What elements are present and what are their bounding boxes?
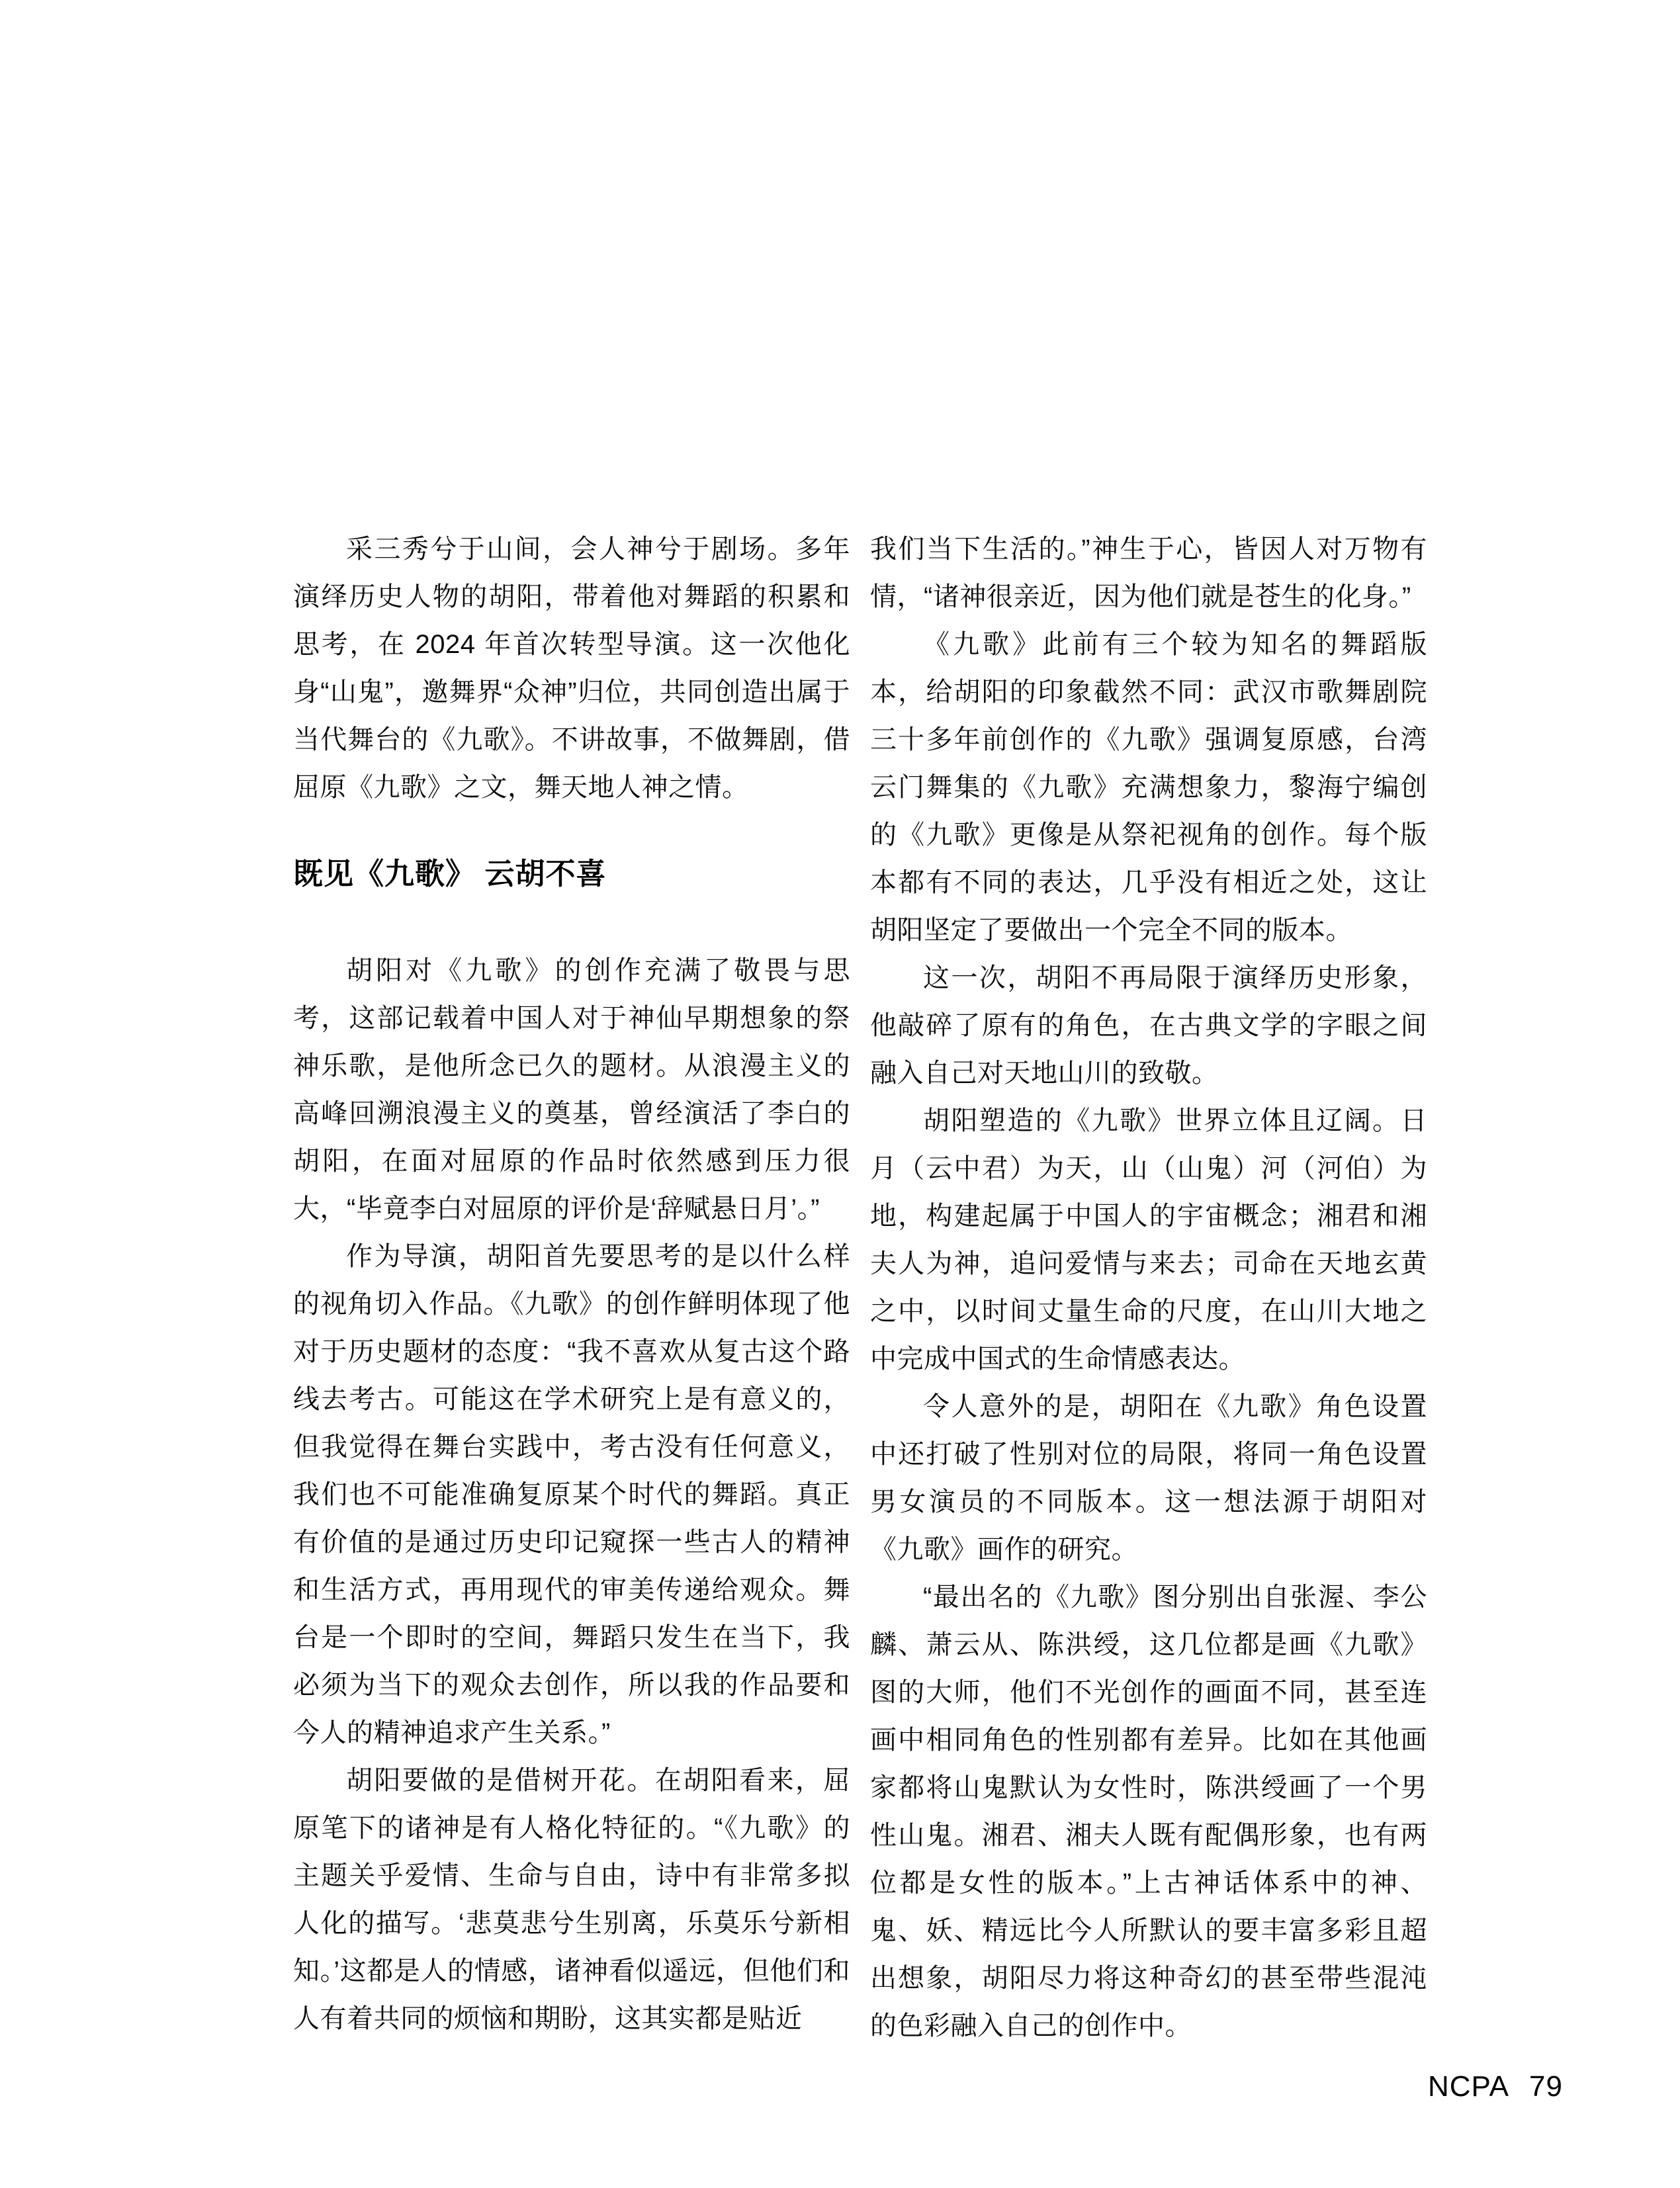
paragraph: 胡阳要做的是借树开花。在胡阳看来，屈原笔下的诸神是有人格化特征的。“《九歌》的主题关乎爱情、生命与自由，诗中有非常多拟人化的描写。‘悲莫悲兮生别离，乐莫乐兮新相知。’这都是人的情感，诸神看似遥远，但他们和人有着共同的烦恼和期盼，这其实都是贴近 [293, 1766, 850, 2033]
paragraph: 胡阳对《九歌》的创作充满了敬畏与思考，这部记载着中国人对于神仙早期想象的祭神乐歌，是他所念已久的题材。从浪漫主义的高峰回溯浪漫主义的奠基，曾经演活了李白的胡阳，在面对屈原的作品时依然感到压力很大，“毕竟李白对屈原的评价是‘辞赋悬日月’。” [293, 956, 850, 1223]
footer-brand: NCPA [1428, 2070, 1509, 2103]
page-footer [1428, 2071, 1563, 2103]
paragraph: 这一次，胡阳不再局限于演绎历史形象，他敲碎了原有的角色，在古典文学的字眼之间融入自己对天地山川的致敬。 [870, 963, 1427, 1088]
right-column-body [870, 525, 1427, 2050]
intro-paragraph: 采三秀兮于山间，会人神兮于剧场。多年演绎历史人物的胡阳，带着他对舞蹈的积累和思考，在 2024 年首次转型导演。这一次他化身“山鬼”，邀舞界“众神”归位，共同创造出属于当代舞台的《九歌》。不讲故事，不做舞剧，借屈原《九歌》之文，舞天地人神之情。 [293, 535, 850, 802]
footer-page-number: 79 [1528, 2070, 1563, 2103]
left-column-body [293, 947, 850, 2042]
paragraph: 令人意外的是，胡阳在《九歌》角色设置中还打破了性别对位的局限，将同一角色设置男女演员的不同版本。这一想法源于胡阳对《九歌》画作的研究。 [870, 1392, 1427, 1564]
paragraph: 胡阳塑造的《九歌》世界立体且辽阔。日月（云中君）为天，山（山鬼）河（河伯）为地，构建起属于中国人的宇宙概念；湘君和湘夫人为神，追问爱情与来去；司命在天地玄黄之中，以时间丈量生命的尺度，在山川大地之中完成中国式的生命情感表达。 [870, 1106, 1427, 1374]
paragraph: “最出名的《九歌》图分别出自张渥、李公麟、萧云从、陈洪绶，这几位都是画《九歌》图的大师，他们不光创作的画面不同，甚至连画中相同角色的性别都有差异。比如在其他画家都将山鬼默认为女性时，陈洪绶画了一个男性山鬼。湘君、湘夫人既有配偶形象，也有两位都是女性的版本。”上古神话体系中的神、鬼、妖、精远比今人所默认的要丰富多彩且超出想象，胡阳尽力将这种奇幻的甚至带些混沌的色彩融入自己的创作中。 [870, 1583, 1427, 2040]
section-heading: 既见《九歌》 云胡不喜 [293, 857, 607, 891]
left-column-intro [293, 525, 850, 811]
paragraph: 作为导演，胡阳首先要思考的是以什么样的视角切入作品。《九歌》的创作鲜明体现了他对于历史题材的态度：“我不喜欢从复古这个路线去考古。可能这在学术研究上是有意义的，但我觉得在舞台实践中，考古没有任何意义，我们也不可能准确复原某个时代的舞蹈。真正有价值的是通过历史印记窥探一些古人的精神和生活方式，再用现代的审美传递给观众。舞台是一个即时的空间，舞蹈只发生在当下，我必须为当下的观众去创作，所以我的作品要和今人的精神追求产生关系。” [293, 1242, 850, 1747]
paragraph-continuation: 我们当下生活的。”神生于心，皆因人对万物有情，“诸神很亲近，因为他们就是苍生的化身。” [870, 535, 1427, 611]
paragraph: 《九歌》此前有三个较为知名的舞蹈版本，给胡阳的印象截然不同：武汉市歌舞剧院三十多年前创作的《九歌》强调复原感，台湾云门舞集的《九歌》充满想象力，黎海宁编创的《九歌》更像是从祭祀视角的创作。每个版本都有不同的表达，几乎没有相近之处，这让胡阳坚定了要做出一个完全不同的版本。 [870, 630, 1427, 945]
